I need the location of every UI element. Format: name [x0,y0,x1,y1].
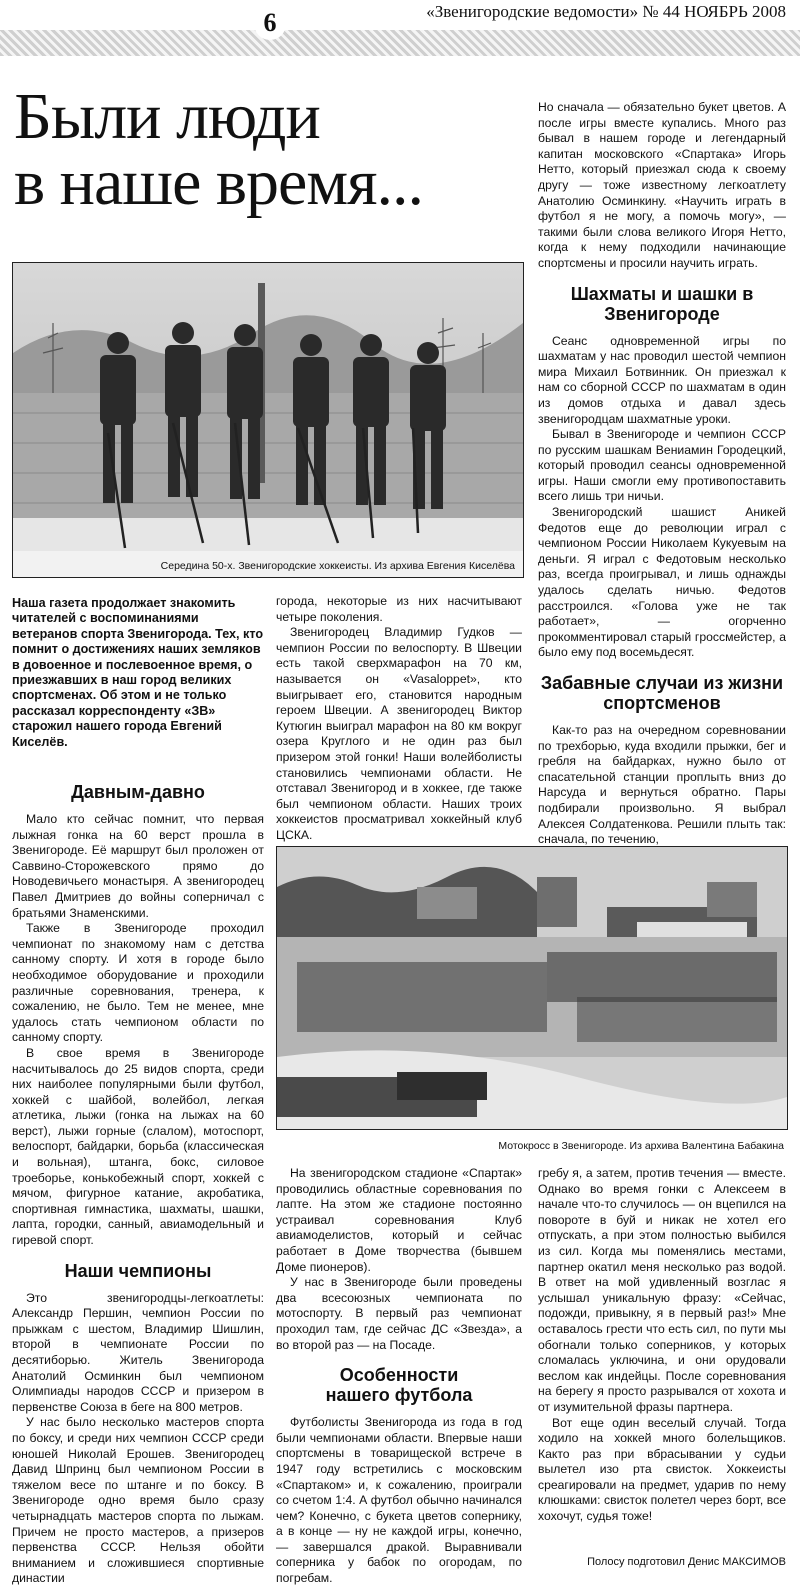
paragraph: Но сначала — обязательно букет цветов. А после игры вместе купались. Много раз бывал в нашем городе и легендарный капитан московского «Спартака» Игорь Нетто, который приезжал сюда к своему другу — тоже известному легкоатлету Анатолию Осминкину. «Научить играть в футбол я не могу, а помочь могу», — такими были слова великого Игоря Нетто, когда к нему подходили начинающие спортсмены и просили научить играть. [538,100,786,270]
paragraph: У нас было несколько мастеров спорта по боксу, и среди них чемпион СССР среди юношей Николай Ерошев. Звенигородец Давид Шпринц был чемпионом России в тяжелом весе по штанге и по боксу. В Звенигороде одно время было сразу четырнадцать мастеров спорта по лыжам. Причем не просто мастеров, а призеров первенства СССР. Нельзя обойти вниманием и сложившиеся спортивные династии [12,1415,264,1586]
paragraph: Звенигородец Владимир Гудков — чемпион России по велоспорту. В Швеции есть такой сверхмарафон на 70 км, называется он «Vasaloppet», кто выигрывает его, становится народным героем Швеции. А звенигородец Виктор Кутюгин выиграл марафон на 80 км вокруг озера Круглого и не один раз был призером этой гонки! Наши волейболисты становились чемпионами области. Не отставал Звенигород и в хоккее, где также был чемпионом области. Наших троих хоккеистов просматривал хоккейный клуб ЦСКА. [276,625,522,842]
column-right-top [538,100,786,848]
paragraph: Это звенигородцы-легкоатлеты: Александр Першин, чемпион России по прыжкам с шестом, Владимир Шишлин, второй в чемпионате России по десятиборью. Житель Звенигорода Анатолий Осминкин был чемпионом Олимпиады народов СССР и призером в первенстве Союза в беге на 800 метров. [12,1290,264,1414]
paragraph: На звенигородском стадионе «Спартак» проводились областные соревнования по лапте. На этом же стадионе постоянно устраивал соревнования Клуб авиамоделистов, который и сейчас работает в Доме творчества (бывшем Доме пионеров). [276,1166,522,1274]
subheading-long-ago: Давным-давно [71,782,205,802]
subheading-chess: Шахматы и шашки в Звенигороде [570,283,754,324]
header-ornament-band [0,30,800,56]
paragraph: У нас в Звенигороде были проведены два всесоюзных чемпионата по мотоспорту. В первый раз чемпионат проходил там, где сейчас ДС «Звезда», а во второй раз — на Посаде. [276,1275,522,1352]
subheading-champions: Наши чемпионы [64,1260,212,1281]
headline-line-2: в наше время... [14,146,423,219]
paragraph: Сеанс одновременной игры по шахматам у нас проводил шестой чемпион мира Михаил Ботвинник. Он приезжал к нам со сборной СССР по шахматам в один из домов отдыха и давал здесь звенигородцам шахматные уроки. [538,333,786,426]
subheading-football: Особенности нашего футбола [325,1365,473,1406]
publication-title: «Звенигородские ведомости» № 44 НОЯБРЬ 2008 [426,2,786,21]
paragraph: Звенигородский шашист Аникей Федотов еще до революции играл с чемпионом России Николаем Кукуевым на деньги. Я играл с Федотовым несколько раз, всегда проигрывал, и лишь однажды удалось сделать ничью. Федотов расстроился. «Голова уже не так работает», — огорченно прокомментировал старый гроссмейстер, а было ему под восемьдесят. [538,505,786,660]
paragraph: Как-то раз на очередном соревновании по трехборью, куда входили прыжки, бег и гребля на байдарках, нужно было от спасательной станции проплыть вниз до Нарсуда и вернуться обратно. Пары подбирали произвольно. Я выбрал Алексея Солдатенкова. Решили плыть так: сначала, по течению, [538,723,786,847]
paragraph: гребу я, а затем, против течения — вместе. Однако во время гонки с Алексеем в начале что-то случилось — он вцепился на повороте в буй и никак не хотел его отпускать, а при этом полностью выбился из сил. Когда мы поменялись местами, партнер окатил меня несколько раз водой. В ответ на мой удивленный возглас я услышал уникальную фразу: «Сейчас, подожди, привыкну, я в первый раз!» Мне оставалось грести что есть сил, по пути мы обогнали только соперников, у которых сломалась уключина, и они орудовали веслом как индейцы. После соревнования на берегу я просто разрывался от хохота и от изумительной фразы партнера. [538,1166,786,1414]
paragraph: города, некоторые из них насчитывают четыре поколения. [276,594,522,624]
hockey-photo-caption: Середина 50-х. Звенигородские хоккеисты. Из архива Евгения Киселёва [160,560,515,572]
headline [14,80,524,219]
headline-line-1: Были люди [14,80,320,153]
paragraph: Бывал в Звенигороде и чемпион СССР по русским шашкам Вениамин Городецкий, который проводил сеансы одновременной игры. Наши смогли ему противопоставить всего лишь три ничьи. [538,427,786,504]
subheading-funny-cases: Забавные случаи из жизни спортсменов [540,673,784,713]
page-number: 6 [254,6,286,40]
column-left [12,782,264,1587]
column-right-bottom [538,1166,786,1525]
page-credit: Полосу подготовил Денис МАКСИМОВ [587,1556,786,1568]
paragraph: Мало кто сейчас помнит, что первая лыжная гонка на 60 верст прошла в Звенигороде. Её маршрут был проложен от Саввино-Сторожевского прямо до Новодевичьего монастыря. А звенигородец Павел Дмитриев до войны соперничал с братьями Знаменскими. [12,812,264,920]
column-middle-bottom [276,1166,522,1587]
paragraph: Вот еще один веселый случай. Тогда ходило на хоккей много болельщиков. Както раз при вбрасывании у судьи вылетел изо рта свисток. Хоккеисты среагировали на предмет, ударив по нему клюшками: свисток полетел через борт, все хохочут, судья тоже! [538,1415,786,1524]
column-middle-top [276,594,522,844]
hockey-team-photo [12,262,524,578]
paragraph: Также в Звенигороде проходил чемпионат по знакомому нам с детства санному спорту. И хотя в городе было необходимое оборудование и проходили различные соревнования, тренера, к сожалению, не было. Тем не менее, мне удалось стать чемпионом области по санному спорту. [12,921,264,1045]
motocross-photo [276,846,788,1130]
paragraph: Футболисты Звенигорода из года в год были чемпионами области. Впервые наши спортсмены в товарищеской встрече в 1947 году встретились с московским «Спартаком» и, к сожалению, проиграли со счетом 1:4. А футбол обычно начинался чем? Конечно, с букета цветов сопернику, а в конце — ну не каждой игры, конечно, — завершался дракой. Выравнивали соперника у бабок по огородам, по погребам. [276,1415,522,1586]
lead-paragraph: Наша газета продолжает знакомить читателей с воспоминаниями ветеранов спорта Звенигорода. Тех, кто помнит о достижениях наших земляков в довоенное и послевоенное время, о приезжавших в наш город великих спортсменах. Об этом и не только рассказал корреспонденту «ЗВ» старожил нашего города Евгений Киселёв. [12,596,264,749]
motocross-photo-caption: Мотокросс в Звенигороде. Из архива Валентина Бабакина [498,1140,784,1152]
paragraph: В свое время в Звенигороде насчитывалось до 25 видов спорта, среди них наиболее популярными были футбол, хоккей с шайбой, волейбол, легкая атлетика, лыжи (гонка на лыжах на 60 верст), лыжи горные (слалом), мотоспорт, велоспорт, байдарки, борьба (классическая и вольная), штанга, бокс, силовое троеборье, конькобежный спорт, хоккей с мячом, фигурное катание, акробатика, спортивная гимнастика, шахматы, шашки, лапта, городки, санный, авиамодельный и гиревой спорт. [12,1045,264,1248]
